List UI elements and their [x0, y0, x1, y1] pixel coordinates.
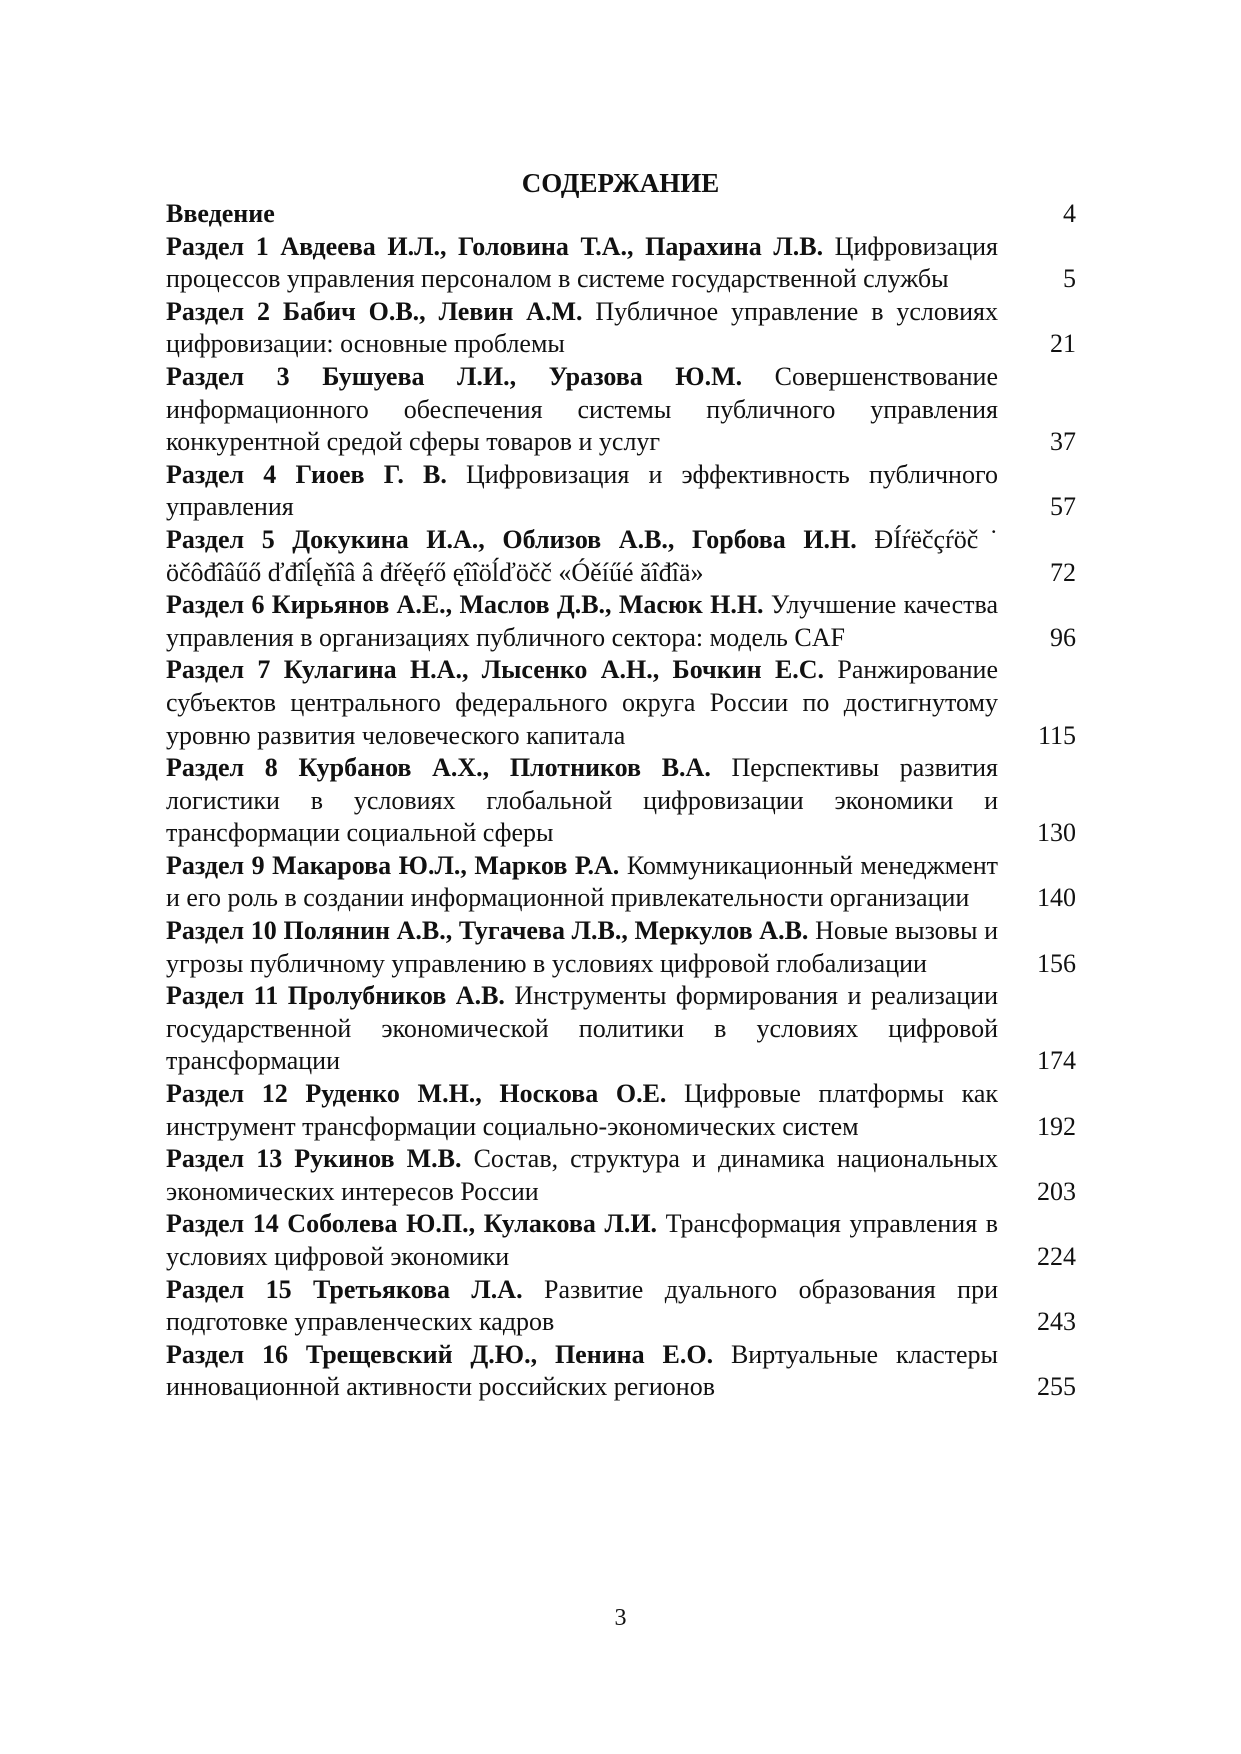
toc-entry-authors: Введение — [166, 199, 275, 228]
toc-entry-text — [166, 850, 998, 915]
toc-entry-text — [166, 296, 998, 361]
toc-entry-page: 5 — [1063, 264, 1076, 294]
toc-entry-page: 156 — [1037, 948, 1076, 978]
toc-entry — [166, 1208, 1076, 1273]
toc-entry-title: Коммуникационный менеджмент и его роль в создании информационной привлекательности организации — [166, 850, 998, 913]
toc-entry-text — [166, 980, 998, 1078]
toc-entry-title: Состав, структура и динамика национальных экономических интересов России — [166, 1144, 998, 1206]
toc-entry-title: Перспективы развития логистики в условиях глобальной цифровизации экономики и трансформации социальной сферы — [166, 753, 999, 848]
toc-entry-page: 37 — [1050, 427, 1076, 457]
toc-entry-title: Совершенствование информационного обеспечения системы публичного управления конкурентной средой сферы товаров и услуг — [166, 361, 998, 457]
toc-entry-text — [166, 1274, 998, 1339]
toc-entry-title: Цифровизация процессов управления персоналом в системе государственной службы — [166, 231, 998, 294]
toc-entry-page: 115 — [1037, 720, 1076, 750]
toc-entry — [166, 296, 1076, 361]
toc-entry-authors: Раздел 11 Пролубников А.В. — [166, 981, 505, 1011]
toc-entry — [166, 1339, 1076, 1404]
toc-entry-text — [166, 524, 998, 589]
toc-entry — [166, 361, 1076, 459]
toc-entry-text — [166, 198, 998, 231]
page-number: 3 — [614, 1605, 627, 1631]
toc-entry-title: Трансформация управления в условиях цифровой экономики — [166, 1209, 998, 1271]
toc-entry — [166, 459, 1076, 524]
toc-entry — [166, 1078, 1076, 1143]
toc-entry-authors: Раздел 12 Руденко М.Н., Носкова О.Е. — [166, 1079, 667, 1109]
toc-entry — [166, 231, 1076, 296]
toc-entry — [166, 752, 1076, 850]
toc-entry-text — [166, 654, 998, 752]
toc-entry-authors: Раздел 8 Курбанов А.Х., Плотников В.А. — [166, 753, 711, 783]
toc-entry-authors: Раздел 2 Бабич О.В., Левин А.М. — [166, 296, 583, 326]
toc-entry-title: Развитие дуального образования при подготовке управленческих кадров — [166, 1274, 998, 1337]
toc-entry-text — [166, 459, 998, 524]
toc-entry-title: ĐÍŕëčçŕöč˙ öčôđîâűő ďđîĺęňîâ â đŕěęŕő ęîîöĺďöčč «Óěíűé ăîđîä» — [166, 524, 999, 587]
toc-entry-authors: Раздел 4 Гиоев Г. В. — [166, 459, 447, 489]
toc-entry-title: Цифровизация и эффективность публичного управления — [166, 459, 998, 522]
toc-entry-authors: Раздел 7 Кулагина Н.А., Лысенко А.Н., Бочкин Е.С. — [166, 655, 825, 685]
toc-entry-page: 96 — [1050, 622, 1076, 652]
toc-entry-text — [166, 1143, 998, 1208]
page-title: СОДЕРЖАНИЕ — [521, 168, 720, 198]
toc-entry — [166, 915, 1076, 980]
toc-entry-text — [166, 589, 998, 654]
toc-entry-title: Новые вызовы и угрозы публичному управлению в условиях цифровой глобализации — [166, 916, 999, 978]
toc-entry-authors: Раздел 14 Соболева Ю.П., Кулакова Л.И. — [166, 1209, 658, 1239]
toc-entry — [166, 524, 1076, 589]
toc-entry — [166, 589, 1076, 654]
toc-entry-authors: Раздел 10 Полянин А.В., Тугачева Л.В., Меркулов А.В. — [166, 916, 809, 946]
toc-entry-title: Улучшение качества управления в организациях публичного сектора: модель CAF — [166, 590, 998, 652]
toc-entry-authors: Раздел 6 Кирьянов А.Е., Маслов Д.В., Масюк Н.Н. — [166, 590, 764, 620]
toc-entry-page: 72 — [1050, 557, 1076, 587]
toc-entry-authors: Раздел 16 Трещевский Д.Ю., Пенина Е.О. — [166, 1339, 714, 1369]
toc-entry-page: 203 — [1037, 1176, 1076, 1206]
toc-entry — [166, 1143, 1076, 1208]
toc-entry-authors: Раздел 1 Авдеева И.Л., Головина Т.А., Парахина Л.В. — [166, 231, 824, 261]
toc-entry-page: 140 — [1037, 883, 1076, 913]
toc-entry-text — [166, 752, 998, 850]
toc-entry — [166, 1274, 1076, 1339]
toc-entry-page: 192 — [1037, 1111, 1076, 1141]
table-of-contents — [166, 198, 1076, 1404]
toc-entry-page: 21 — [1050, 329, 1076, 359]
toc-entry-title: Публичное управление в условиях цифровизации: основные проблемы — [166, 296, 999, 359]
toc-entry-text — [166, 231, 998, 296]
toc-entry-page: 255 — [1037, 1372, 1076, 1402]
toc-entry-page: 174 — [1037, 1046, 1076, 1076]
toc-entry-title: Инструменты формирования и реализации государственной экономической политики в условиях цифровой трансформации — [166, 981, 999, 1076]
toc-entry-page: 130 — [1037, 818, 1076, 848]
toc-entry-title: Виртуальные кластеры инновационной активности российских регионов — [166, 1339, 999, 1402]
toc-entry — [166, 850, 1076, 915]
toc-entry-authors: Раздел 15 Третьякова Л.А. — [166, 1274, 523, 1304]
toc-entry-text — [166, 1339, 998, 1404]
toc-entry-authors: Раздел 13 Рукинов М.В. — [166, 1144, 462, 1174]
toc-entry-text — [166, 915, 998, 980]
toc-entry-page: 4 — [1063, 199, 1076, 228]
toc-entry — [166, 198, 1076, 231]
toc-entry-text — [166, 1078, 998, 1143]
toc-entry-text — [166, 1208, 998, 1273]
toc-entry-authors: Раздел 5 Докукина И.А., Облизов А.В., Горбова И.Н. — [166, 524, 857, 554]
toc-entry-page: 224 — [1037, 1242, 1076, 1271]
toc-entry-page: 57 — [1050, 492, 1076, 522]
toc-entry-page: 243 — [1037, 1307, 1076, 1337]
toc-entry-authors: Раздел 3 Бушуева Л.И., Уразова Ю.М. — [166, 361, 743, 391]
toc-entry-authors: Раздел 9 Макарова Ю.Л., Марков Р.А. — [166, 850, 620, 880]
toc-entry — [166, 980, 1076, 1078]
toc-entry-title: Цифровые платформы как инструмент трансформации социально-экономических систем — [166, 1079, 998, 1141]
toc-entry — [166, 654, 1076, 752]
toc-entry-title: Ранжирование субъектов центрального федерального округа России по достигнутому уровню развития человеческого капитала — [166, 655, 998, 750]
toc-entry-text — [166, 361, 998, 459]
